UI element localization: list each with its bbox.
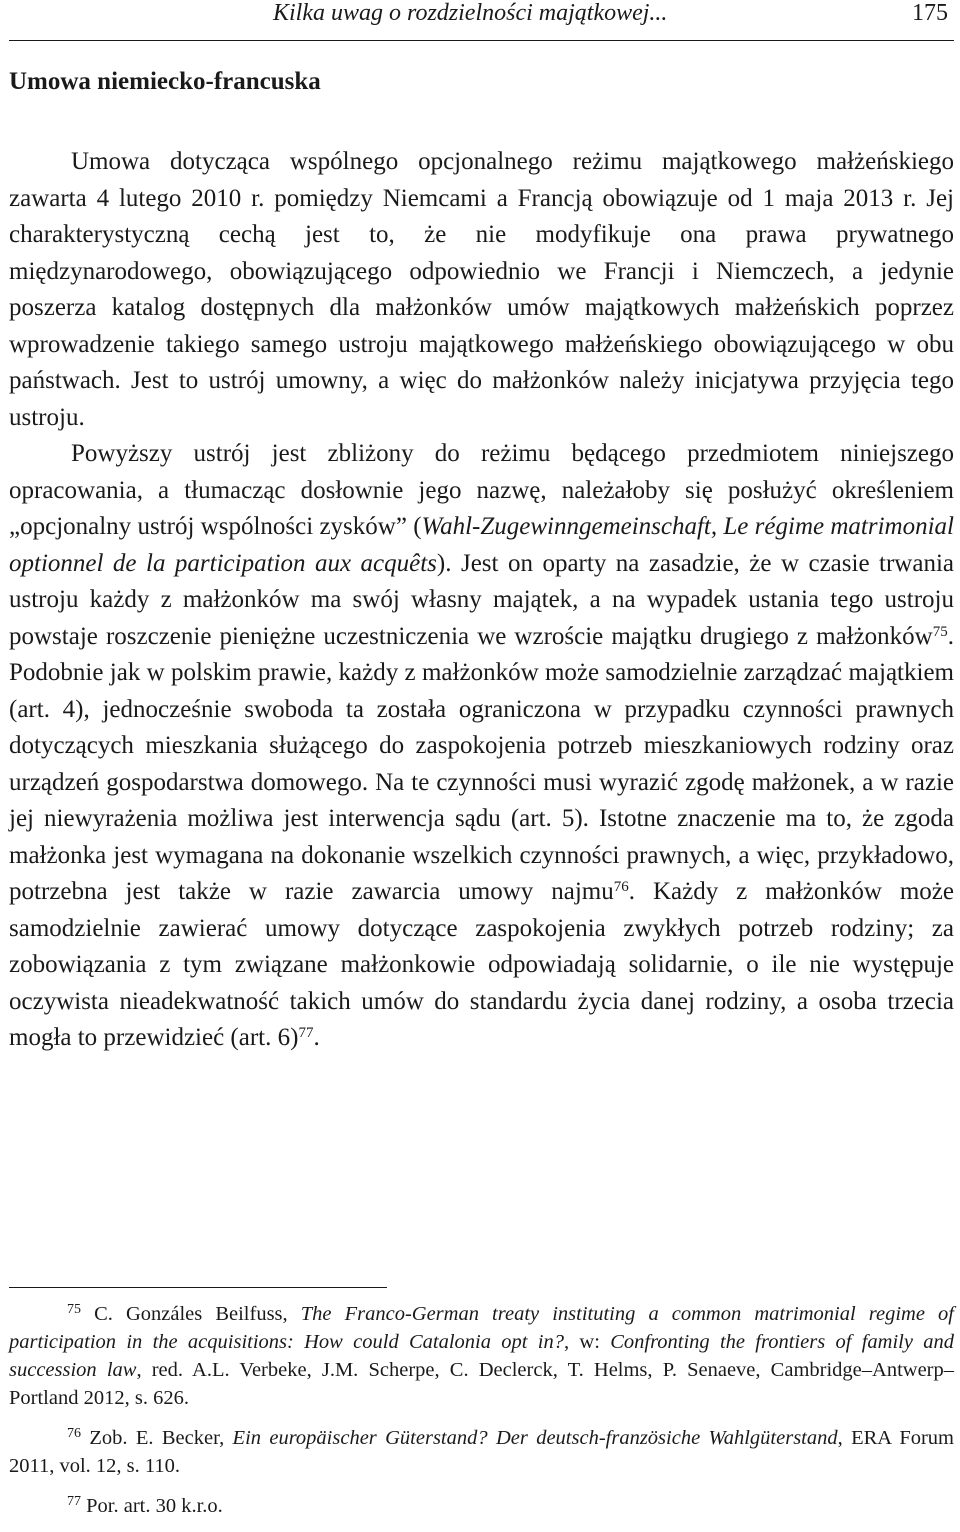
footnotes	[9, 1300, 954, 1532]
footnote-text: Por. art. 30 k.r.o.	[81, 1495, 223, 1517]
footnote-ref-76[interactable]: 76	[613, 879, 629, 895]
running-head	[9, 0, 954, 41]
footnote-75	[9, 1300, 954, 1412]
footnote-76	[9, 1424, 954, 1480]
footnote-ref-75[interactable]: 75	[932, 623, 948, 640]
footnote-ref-77[interactable]: 77	[298, 1025, 314, 1041]
footnote-77	[9, 1492, 954, 1520]
footnote-text: , red. A.L. Verbeke, J.M. Scherpe, C. Declerck, T. Helms, P. Senaeve, Cambridge–Antwerp–Portland 2012, s. 626.	[9, 1359, 954, 1409]
running-title: Kilka uwag o rozdzielności majątkowej...	[273, 0, 668, 26]
paragraph-2-italic-term: Wahl-Zugewinngemeinschaft, Le régime matrimonial optionnel de la participation aux acquêts	[9, 513, 955, 577]
footnote-separator	[9, 1287, 387, 1288]
page-number: 175	[912, 0, 948, 26]
paragraph-2-part-d: . Każdy z małżonków może samodzielnie zawierać umowy dotyczące zaspokojenia zwykłych potrzeb rodziny; za zobowiązania z tym związane małżonkowie odpowiadają solidarnie, o ile nie występuje oczywista nieadekwatność takich umów do standardu życia danej rodziny, a osoba trzecia mogła to przewidzieć (art. 6)	[9, 878, 954, 1051]
footnote-title: Ein europäischer Güterstand? Der deutsch-französiche Wahlgüterstand	[232, 1427, 838, 1449]
footnote-number: 77	[67, 1494, 81, 1509]
paragraph-1: Umowa dotycząca wspólnego opcjonalnego reżimu majątkowego małżeńskiego zawarta 4 lutego 2010 r. pomiędzy Niemcami a Francją obowiązuje od 1 maja 2013 r. Jej charakterystyczną cechą jest to, że nie modyfikuje ona prawa prywatnego międzynarodowego, obowiązującego odpowiednio we Francji i Niemczech, a jedynie poszerza katalog dostępnych dla małżonków umów majątkowych małżeńskich poprzez wprowadzenie takiego samego ustroju majątkowego małżeńskiego obowiązującego w obu państwach. Jest to ustrój umowny, a więc do małżonków należy inicjatywa przyjęcia tego ustroju.	[9, 148, 954, 431]
book-page	[9, 0, 955, 1517]
footnote-author: C. Gonzáles Beilfuss,	[81, 1303, 301, 1325]
footnote-text: , w:	[563, 1331, 611, 1353]
paragraph-2-part-b: ). Jest on oparty na zasadzie, że w czasie trwania ustroju każdy z małżonków ma swój własny majątek, a na wypadek ustania tego ustroju powstaje roszczenie pieniężne uczestniczenia we wzroście majątku drugiego z małżonków	[9, 549, 954, 650]
section-heading: Umowa niemiecko-francuska	[9, 68, 321, 95]
footnote-text: , ERA Forum 2011, vol. 12, s. 110.	[9, 1427, 954, 1477]
paragraph-2	[9, 436, 954, 1057]
body-text	[9, 144, 954, 1057]
footnote-book-title: Confronting the frontiers of family and succession law	[9, 1331, 954, 1381]
footnote-title: The Franco-German treaty instituting a common matrimonial regime of participation in the acquisitions: How could Catalonia opt in?	[9, 1303, 954, 1353]
paragraph-2-part-c: . Podobnie jak w polskim prawie, każdy z małżonków może samodzielnie zarządzać majątkiem (art. 4), jednocześnie swoboda ta została ograniczona w przypadku czynności prawnych dotyczących mieszkania służącego do zaspokojenia potrzeb mieszkaniowych rodziny oraz urządzeń gospodarstwa domowego. Na te czynności musi wyrazić zgodę małżonek, a w razie jej niewyrażenia możliwa jest interwencja sądu (art. 5). Istotne znaczenie ma to, że zgoda małżonka jest wymagana na dokonanie wszelkich czynności prawnych, a więc, przykładowo, potrzebna jest także w razie zawarcia umowy najmu	[9, 622, 954, 905]
paragraph-2-part-a: Powyższy ustrój jest zbliżony do reżimu będącego przedmiotem niniejszego opracowania, a tłumacząc dosłownie jego nazwę, należałoby się posłużyć określeniem „opcjonalny ustrój wspólności zysków” (	[9, 440, 954, 540]
footnote-author: Zob. E. Becker,	[81, 1427, 233, 1449]
paragraph-2-part-e: .	[313, 1024, 320, 1051]
footnote-number: 76	[67, 1426, 81, 1441]
footnote-number: 75	[67, 1302, 81, 1317]
